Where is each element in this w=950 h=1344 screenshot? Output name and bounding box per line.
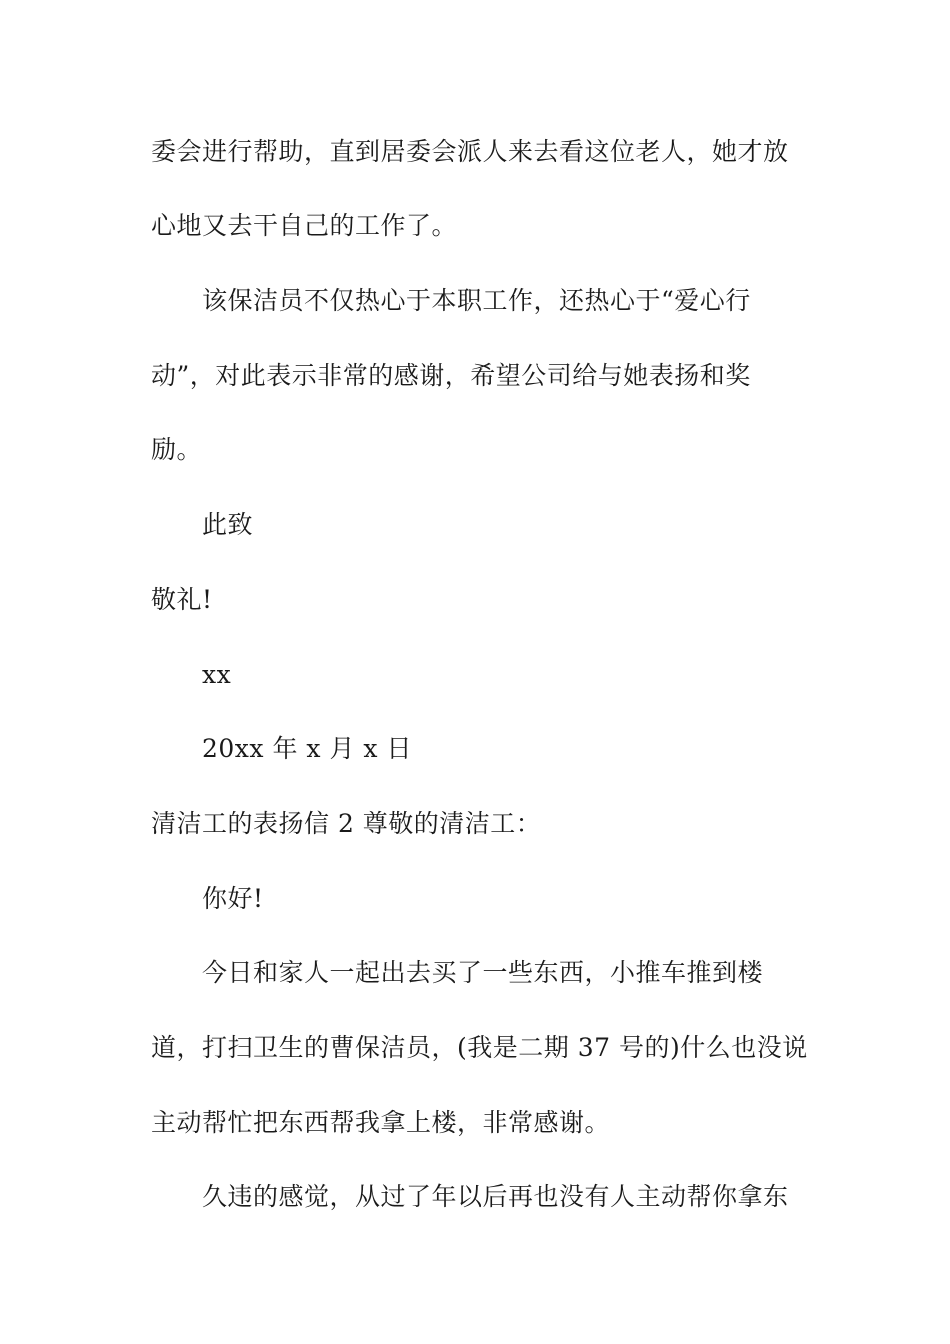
- paragraph-start-line: 该保洁员不仅热心于本职工作，还热心于“爱心行: [202, 286, 751, 315]
- text-line: 励。: [151, 435, 203, 464]
- text-line: 委会进行帮助，直到居委会派人来去看这位老人，她才放: [151, 137, 789, 166]
- closing-regards: 敬礼!: [151, 585, 213, 614]
- text-line: 动”，对此表示非常的感谢，希望公司给与她表扬和奖: [151, 361, 751, 390]
- text-line: 心地又去干自己的工作了。: [151, 211, 458, 240]
- paragraph-start-line: 今日和家人一起出去买了一些东西，小推车推到楼: [202, 958, 764, 987]
- closing-salutation: 此致: [202, 510, 254, 539]
- signature-name: xx: [202, 660, 232, 689]
- greeting: 你好!: [202, 884, 264, 913]
- text-line: 道，打扫卫生的曹保洁员，(我是二期 37 号的)什么也没说: [151, 1033, 808, 1062]
- letter-heading: 清洁工的表扬信 2 尊敬的清洁工：: [151, 809, 542, 838]
- signature-date: 20xx 年 x 月 x 日: [202, 734, 412, 763]
- text-line: 主动帮忙把东西帮我拿上楼，非常感谢。: [151, 1108, 611, 1137]
- paragraph-start-line: 久违的感觉，从过了年以后再也没有人主动帮你拿东: [202, 1182, 789, 1211]
